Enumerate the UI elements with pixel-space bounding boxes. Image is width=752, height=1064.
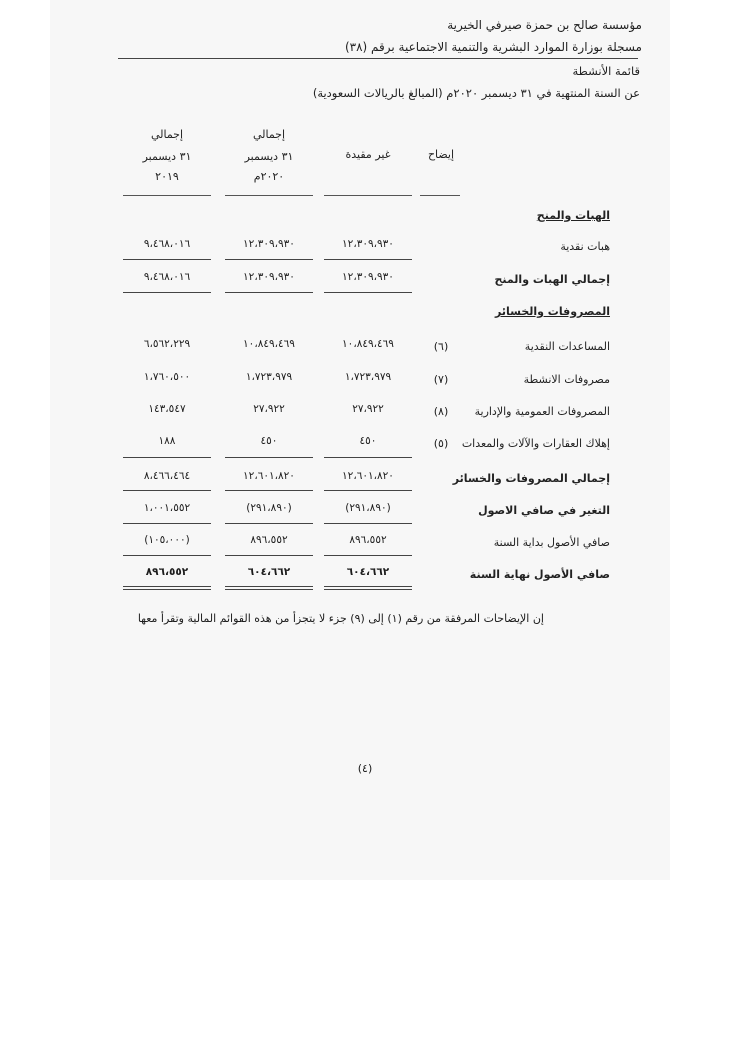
row-activity-expenses-2020: ١،٧٢٣،٩٧٩: [245, 371, 293, 383]
col-header-2019-line1: إجمالي: [150, 128, 184, 141]
row-net-assets-end-2020: ٦٠٤،٦٦٢: [247, 566, 291, 578]
col-header-2019-line3: ٢٠١٩: [155, 170, 179, 183]
row-activity-expenses-2019: ١،٧٦٠،٥٠٠: [143, 371, 191, 383]
col-header-rule-note: [420, 195, 460, 196]
row-depreciation-note: (٥): [433, 437, 449, 450]
row-depreciation-2019: ١٨٨: [158, 435, 176, 447]
rule: [225, 292, 313, 293]
row-net-assets-begin-unrestricted: ٨٩٦،٥٥٢: [349, 534, 387, 546]
col-header-2020-line1: إجمالي: [252, 128, 286, 141]
row-label-grants-section: الهبات والمنح: [536, 209, 610, 222]
row-admin-expenses-2019: ١٤٣،٥٤٧: [148, 403, 186, 415]
row-depreciation-unrestricted: ٤٥٠: [359, 435, 377, 447]
col-header-2020-line2: ٣١ ديسمبر: [244, 150, 294, 163]
row-label-net-assets-end: صافي الأصول نهاية السنة: [469, 568, 610, 581]
row-label-activity-expenses: مصروفات الانشطة: [523, 373, 610, 386]
row-label-cash-assistance: المساعدات النقدية: [524, 340, 610, 353]
row-total-expenses-2020: ١٢،٦٠١،٨٢٠: [243, 470, 295, 482]
row-total-grants-unrestricted: ١٢،٣٠٩،٩٣٠: [342, 271, 394, 283]
rule: [123, 555, 211, 556]
rule: [225, 259, 313, 260]
rule: [123, 586, 211, 587]
row-label-cash-grants: هبات نقدية: [560, 240, 610, 253]
row-total-expenses-2019: ٨،٤٦٦،٤٦٤: [143, 470, 191, 482]
col-header-rule-2020: [225, 195, 313, 196]
rule: [123, 523, 211, 524]
rule: [123, 457, 211, 458]
row-cash-grants-2020: ١٢،٣٠٩،٩٣٠: [243, 238, 295, 250]
col-header-rule-unrestricted: [324, 195, 412, 196]
row-label-change-net-assets: التغير في صافي الاصول: [478, 504, 610, 517]
row-change-net-assets-2019: ١،٠٠١،٥٥٢: [143, 502, 191, 514]
rule: [324, 259, 412, 260]
row-admin-expenses-note: (٨): [433, 405, 449, 418]
col-header-unrestricted: غير مقيدة: [345, 148, 391, 161]
rule: [324, 457, 412, 458]
row-cash-assistance-2020: ١٠،٨٤٩،٤٦٩: [243, 338, 295, 350]
row-label-depreciation: إهلاك العقارات والآلات والمعدات: [461, 437, 610, 450]
row-label-total-expenses: إجمالي المصروفات والخسائر: [452, 472, 610, 485]
row-cash-grants-2019: ٩،٤٦٨،٠١٦: [143, 238, 191, 250]
row-net-assets-begin-2020: ٨٩٦،٥٥٢: [250, 534, 288, 546]
rule: [225, 490, 313, 491]
row-change-net-assets-2020: (٢٩١،٨٩٠): [246, 502, 292, 514]
row-total-grants-2020: ١٢،٣٠٩،٩٣٠: [243, 271, 295, 283]
rule: [324, 292, 412, 293]
rule: [225, 555, 313, 556]
col-header-rule-2019: [123, 195, 211, 196]
row-cash-assistance-unrestricted: ١٠،٨٤٩،٤٦٩: [342, 338, 394, 350]
row-label-net-assets-begin: صافي الأصول بداية السنة: [493, 536, 610, 549]
row-cash-assistance-2019: ٦،٥٦٢،٢٢٩: [143, 338, 191, 350]
rule: [123, 589, 211, 590]
row-activity-expenses-note: (٧): [433, 373, 449, 386]
footer-note: إن الإيضاحات المرفقة من رقم (١) إلى (٩) جزء لا يتجزأ من هذه القوائم المالية وتقرأ معها: [137, 612, 544, 625]
registration-line: مسجلة بوزارة الموارد البشرية والتنمية الاجتماعية برقم (٣٨): [344, 40, 642, 54]
row-label-expenses-section: المصروفات والخسائر: [495, 305, 610, 318]
row-total-expenses-unrestricted: ١٢،٦٠١،٨٢٠: [342, 470, 394, 482]
row-net-assets-end-unrestricted: ٦٠٤،٦٦٢: [346, 566, 390, 578]
rule: [225, 523, 313, 524]
rule: [123, 490, 211, 491]
col-header-note: إيضاح: [427, 148, 455, 161]
row-admin-expenses-2020: ٢٧،٩٢٢: [253, 403, 285, 415]
row-net-assets-end-2019: ٨٩٦،٥٥٢: [145, 566, 189, 578]
rule: [123, 292, 211, 293]
rule: [225, 457, 313, 458]
row-activity-expenses-unrestricted: ١،٧٢٣،٩٧٩: [344, 371, 392, 383]
row-cash-grants-unrestricted: ١٢،٣٠٩،٩٣٠: [342, 238, 394, 250]
row-depreciation-2020: ٤٥٠: [260, 435, 278, 447]
row-label-total-grants: إجمالي الهبات والمنح: [494, 273, 610, 286]
rule: [324, 586, 412, 587]
org-name: مؤسسة صالح بن حمزة صيرفي الخيرية: [447, 18, 642, 32]
statement-period: عن السنة المنتهية في ٣١ ديسمبر ٢٠٢٠م (المبالغ بالريالات السعودية): [312, 86, 640, 100]
page-number: (٤): [357, 762, 373, 775]
row-change-net-assets-unrestricted: (٢٩١،٨٩٠): [345, 502, 391, 514]
row-cash-assistance-note: (٦): [433, 340, 449, 353]
header-divider: [118, 58, 638, 59]
rule: [324, 490, 412, 491]
rule: [324, 589, 412, 590]
rule: [225, 589, 313, 590]
rule: [324, 523, 412, 524]
row-net-assets-begin-2019: (١٠٥،٠٠٠): [144, 534, 190, 546]
col-header-2020-line3: ٢٠٢٠م: [253, 170, 285, 183]
rule: [123, 259, 211, 260]
rule: [225, 586, 313, 587]
row-label-admin-expenses: المصروفات العمومية والإدارية: [474, 405, 610, 418]
col-header-2019-line2: ٣١ ديسمبر: [142, 150, 192, 163]
rule: [324, 555, 412, 556]
row-total-grants-2019: ٩،٤٦٨،٠١٦: [143, 271, 191, 283]
row-admin-expenses-unrestricted: ٢٧،٩٢٢: [352, 403, 384, 415]
statement-title: قائمة الأنشطة: [572, 64, 640, 78]
